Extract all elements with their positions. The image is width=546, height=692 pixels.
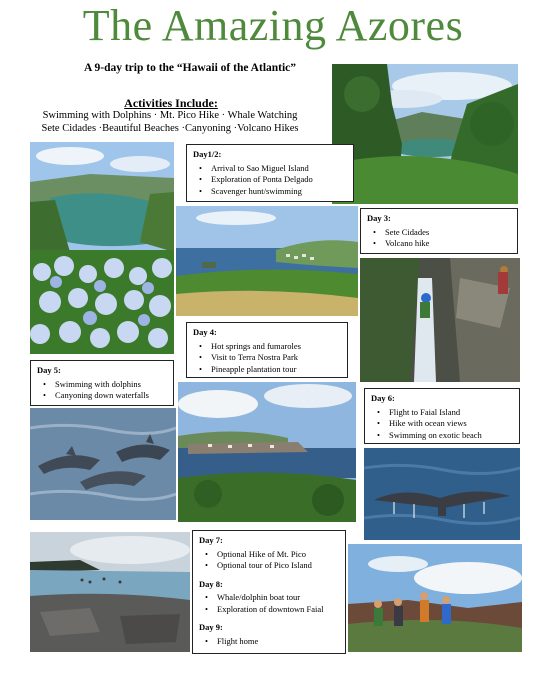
photo-dolphins [30,408,176,520]
photo-hydrangea-lake [30,142,174,354]
photo-whale-tail [364,448,520,540]
itinerary-item: • Flight home [199,636,339,648]
activities-line-2: Sete Cidades ·Beautiful Beaches ·Canyoning ·Volcano Hikes [41,123,299,134]
itinerary-item: • Whale/dolphin boat tour [199,592,339,604]
itinerary-item: • Swimming with dolphins [37,379,167,391]
day-label: Day 5: [37,365,61,375]
itinerary-item: • Swimming on exotic beach [371,430,513,442]
itinerary-item: • Hot springs and fumaroles [193,341,341,353]
itinerary-item: • Optional Hike of Mt. Pico [199,549,339,561]
itinerary-day-7-9 [192,530,346,654]
itinerary-item: • Hike with ocean views [371,418,513,430]
activities-heading: Activities Include: [124,96,218,110]
itinerary-item: • Optional tour of Pico Island [199,560,339,572]
day-label: Day 3: [367,213,391,223]
day-label: Day1/2: [193,149,222,159]
itinerary-day-3 [360,208,518,254]
day-label: Day 4: [193,327,217,337]
photo-coastal-town [176,206,358,316]
day-label: Day 6: [371,393,395,403]
itinerary-item: • Scavenger hunt/swimming [193,186,347,198]
itinerary-day-1-2 [186,144,354,202]
page-title: The Amazing Azores [82,1,464,50]
day-label: Day 7: [199,535,223,545]
itinerary-item: • Pineapple plantation tour [193,364,341,376]
itinerary-item: • Volcano hike [367,238,511,250]
itinerary-item: • Sete Cidades [367,227,511,239]
itinerary-item: • Canyoning down waterfalls [37,390,167,402]
activities-line-1: Swimming with Dolphins · Mt. Pico Hike · Whale Watching [42,110,298,121]
page-subtitle: A 9-day trip to the “Hawaii of the Atlantic” [83,62,297,74]
photo-pico-hikers [348,544,522,652]
itinerary-item: • Flight to Faial Island [371,407,513,419]
itinerary-item: • Visit to Terra Nostra Park [193,352,341,364]
itinerary-day-5 [30,360,174,406]
photo-natural-pools [30,532,190,652]
day-label: Day 9: [199,622,223,632]
photo-canyoning-waterfall [360,258,520,382]
itinerary-day-6 [364,388,520,444]
itinerary-day-4 [186,322,348,378]
photo-crater-lake-forest [332,64,518,204]
itinerary-item: • Exploration of Ponta Delgado [193,174,347,186]
day-label: Day 8: [199,578,223,589]
photo-harbor-panorama [178,382,356,522]
itinerary-item: • Arrival to Sao Miguel Island [193,163,347,175]
itinerary-item: • Exploration of downtown Faial [199,604,339,616]
